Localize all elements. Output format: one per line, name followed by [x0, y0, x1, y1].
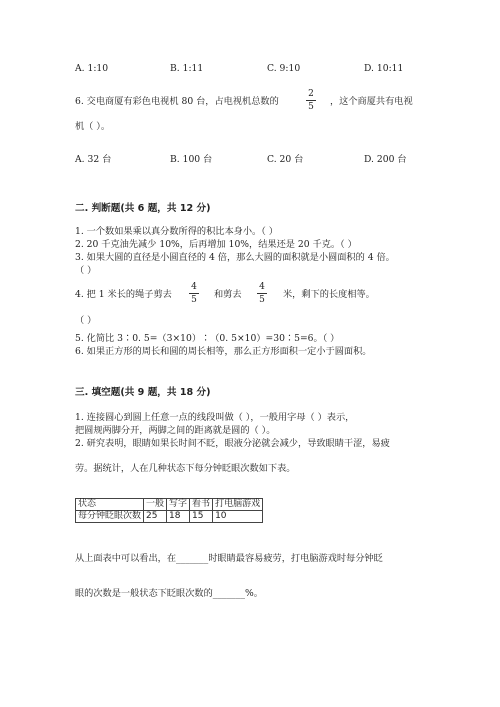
q6-line1-prefix: 6. 交电商厦有彩色电视机 80 台，占电视机总数的: [75, 96, 279, 107]
section3-q2-line2: 劳。据统计，人在几种状态下每分钟眨眼次数如下表。: [75, 463, 296, 474]
section2-q5: 5. 化简比 3∶0. 5=（3×10）∶（0. 5×10）=30∶5=6。（ ）: [75, 333, 340, 344]
table-cell: 15: [190, 511, 213, 523]
q6-option-b: B. 100 台: [170, 154, 213, 165]
table-header-cell: 一般: [144, 499, 167, 511]
q6-fraction-numerator: 2: [308, 89, 314, 99]
table-header-cell: 打电脑游戏: [213, 499, 263, 511]
section2-q4-fraction2: [256, 282, 268, 305]
q4-fraction1-denominator: 5: [191, 295, 197, 305]
section2-q4-suffix: 米，剩下的长度相等。: [283, 289, 375, 300]
section2-q6: 6. 如果正方形的周长和圆的周长相等，那么正方形面积一定小于圆面积。: [75, 346, 372, 357]
table-header-cell: 看书: [190, 499, 213, 511]
q6-option-d: D. 200 台: [364, 154, 407, 165]
section2-q4-middle: 和剪去: [214, 289, 242, 300]
q5-option-d: D. 10:11: [364, 63, 404, 74]
section2-q2: 2. 20 千克油先减少 10%，后再增加 10%，结果还是 20 千克。（ ）: [75, 239, 357, 250]
section3-q2-line1: 2. 研究表明，眼睛如果长时间不眨，眼液分泌就会减少，导致眼睛干涩，易疲: [75, 438, 390, 449]
q4-fraction2-numerator: 4: [259, 282, 265, 292]
table-header-cell: 写字: [167, 499, 190, 511]
section2-q3-line1: 3. 如果大圆的直径是小圆直径的 4 倍，那么大圆的面积就是小圆面积的 4 倍。: [75, 252, 395, 263]
q5-option-b: B. 1:11: [170, 63, 204, 74]
section3-q1-line2: 把圆规两脚分开，两脚之间的距离就是圆的（ ）。: [75, 425, 276, 436]
q6-line2: 机（ ）。: [75, 121, 111, 132]
section2-q4-line2: （ ）: [75, 315, 97, 326]
q4-fraction2-denominator: 5: [259, 295, 265, 305]
section2-q4-prefix: 4. 把 1 米长的绳子剪去: [75, 289, 172, 300]
table-header-cell: 状态: [76, 499, 144, 511]
q6-option-c: C. 20 台: [267, 154, 304, 165]
q6-fraction-denominator: 5: [308, 102, 314, 112]
table-row: [76, 511, 263, 523]
q6-option-a: A. 32 台: [75, 154, 112, 165]
section3-title: 三. 填空题(共 9 题，共 18 分): [75, 387, 211, 398]
q5-option-c: C. 9:10: [267, 63, 301, 74]
table-cell: 25: [144, 511, 167, 523]
q5-option-a: A. 1:10: [75, 63, 109, 74]
section2-q1: 1. 一个数如果乘以真分数所得的积比本身小。（ ）: [75, 226, 278, 237]
q4-fraction1-numerator: 4: [191, 282, 197, 292]
table-cell: 每分钟眨眼次数: [76, 511, 144, 523]
q6-fraction: [305, 89, 317, 112]
table-cell: 10: [213, 511, 263, 523]
section2-q4-fraction1: [188, 282, 200, 305]
section2-q3-line2: （ ）: [75, 265, 97, 276]
section2-title: 二. 判断题(共 6 题，共 12 分): [75, 203, 211, 214]
section3-after-table-line2: 眼的次数是一般状态下眨眼次数的_______%。: [75, 588, 263, 599]
blink-rate-table: [75, 498, 263, 523]
section3-q1-line1: 1. 连接圆心到圆上任意一点的线段叫做（ ），一般用字母（ ）表示，: [75, 412, 355, 423]
table-cell: 18: [167, 511, 190, 523]
q6-line1-suffix: ，这个商厦共有电视: [330, 96, 413, 107]
section3-after-table-line1: 从上面表中可以看出，在_______时眼睛最容易疲劳，打电脑游戏时每分钟眨: [75, 553, 383, 564]
table-header-row: [76, 499, 263, 511]
